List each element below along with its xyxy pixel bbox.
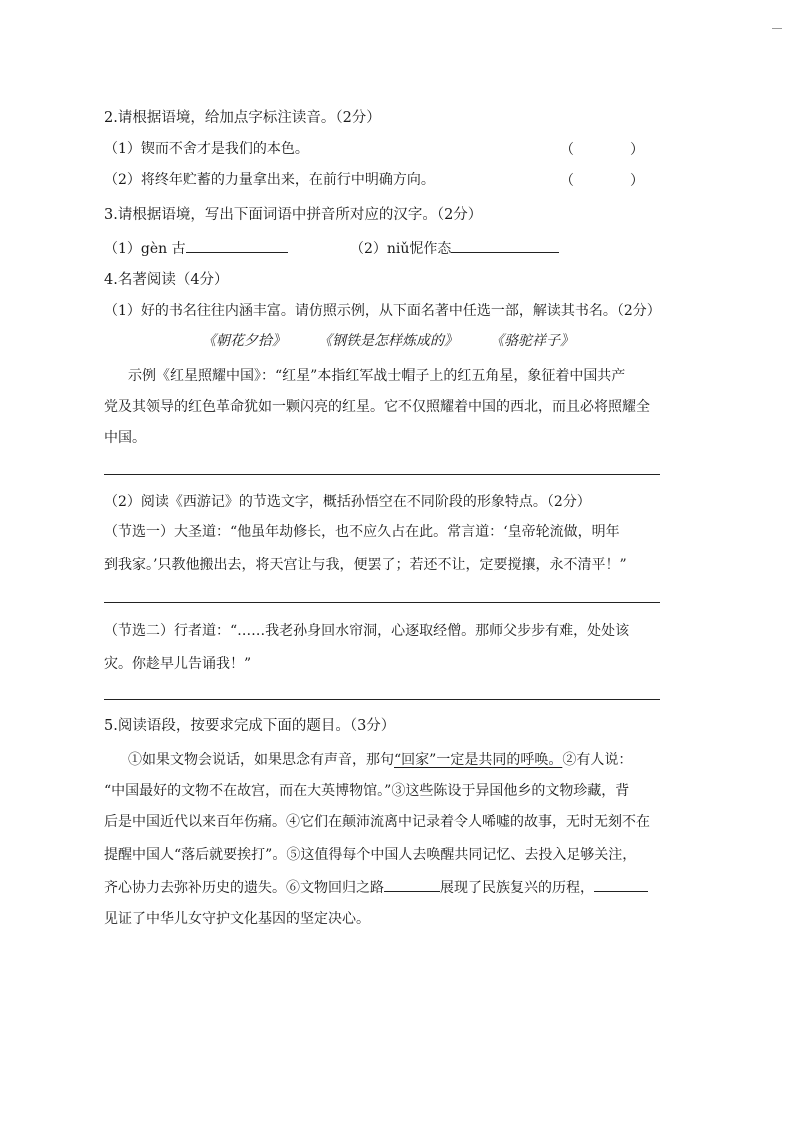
q4-example-line-2: 党及其领导的红色革命犹如一颗闪亮的红星。它不仅照耀着中国的西北，而且必将照耀全 [104, 399, 650, 415]
q4-sub-1: （1）好的书名往往内涵丰富。请仿照示例，从下面名著中任选一部，解读其书名。（2分） [104, 303, 661, 319]
q5-line-1 [128, 750, 632, 770]
q4-excerpt-1-line-1: （节选一）大圣道：“他虽年劫修长，也不应久占在此。常言道：‘皇帝轮流做，明年 [104, 524, 620, 540]
q4-example-line-1: 示例《红星照耀中国》：“红星”本指红军战士帽子上的红五角星，象征着中国共产 [128, 368, 626, 384]
q4-example-line-3: 中国。 [104, 430, 146, 446]
corner-mark [772, 28, 782, 29]
q5-line-4: 提醒中国人“落后就要挨打”。⑤这值得每个中国人去唤醒共同记忆、去投入足够关注， [104, 847, 637, 863]
q3-item-1-text: （1）gèn 古 [104, 241, 186, 257]
q4-2-excerpt-2-answer-line[interactable] [104, 699, 660, 700]
q5-sentence-1-underlined: “回家”一定是共同的呼唤。 [394, 752, 563, 768]
q3-item-2-blank[interactable] [451, 237, 559, 253]
q5-sentence-1a: ①如果文物会说话，如果思念有声音，那句 [128, 752, 394, 768]
q4-excerpt-2-line-2: 灾。你趁早儿告诵我！” [104, 656, 252, 672]
q5-line-6: 见证了中华儿女守护文化基因的坚定决心。 [104, 911, 370, 927]
q3-item-2 [350, 237, 559, 259]
q2-item-2: （2）将终年贮蓄的力量拿出来，在前行中明确方向。 [104, 172, 435, 188]
q4-book-1: 《朝花夕拾》 [202, 333, 286, 349]
q3-item-2-text: （2）niǔ怩作态 [350, 241, 452, 257]
q5-line-5-text-a: 齐心协力去弥补历史的遗失。⑥文物回归之路 [104, 880, 384, 896]
q4-excerpt-2-line-1: （节选二）行者道：“……我老孙身回水帘洞，心逐取经僧。那师父步步有难，处处该 [104, 623, 630, 639]
q2-item-2-answer-paren[interactable]: （ ） [560, 173, 644, 189]
q4-1-answer-line[interactable] [104, 474, 660, 475]
q5-blank-2[interactable] [594, 876, 648, 892]
q5-sentence-2a: ②有人说： [562, 752, 633, 768]
q5-line-3: 后是中国近代以来百年伤痛。④它们在颠沛流离中记录着令人唏嘘的故事，无时无刻不在 [104, 814, 650, 830]
q2-item-1-answer-paren[interactable]: （ ） [560, 142, 644, 158]
q3-item-1-blank[interactable] [186, 237, 288, 253]
q2-item-1: （1）锲而不舍才是我们的本色。 [104, 141, 309, 157]
q2-title: 2.请根据语境，给加点字标注读音。（2分） [104, 110, 381, 126]
q3-title: 3.请根据语境，写出下面词语中拼音所对应的汉字。（2分） [104, 207, 483, 223]
q4-sub-2: （2）阅读《西游记》的节选文字，概括孙悟空在不同阶段的形象特点。（2分） [104, 494, 591, 510]
q4-book-3: 《骆驼祥子》 [490, 333, 574, 349]
q4-2-excerpt-1-answer-line[interactable] [104, 602, 660, 603]
q5-line-5 [104, 876, 648, 898]
q4-title: 4.名著阅读（4分） [104, 272, 229, 288]
q5-blank-1[interactable] [384, 876, 440, 892]
q4-excerpt-1-line-2: 到我家。’只教他搬出去，将天宫让与我，便罢了；若还不让，定要搅攘，永不清平！” [104, 557, 627, 573]
q5-title: 5.阅读语段，按要求完成下面的题目。（3分） [104, 718, 396, 734]
q3-item-1 [104, 237, 288, 259]
q5-line-2: “中国最好的文物不在故宫，而在大英博物馆。”③这些陈设于异国他乡的文物珍藏，背 [104, 783, 630, 799]
q5-line-5-text-b: 展现了民族复兴的历程， [440, 880, 594, 896]
q4-book-2: 《钢铁是怎样炼成的》 [318, 333, 458, 349]
